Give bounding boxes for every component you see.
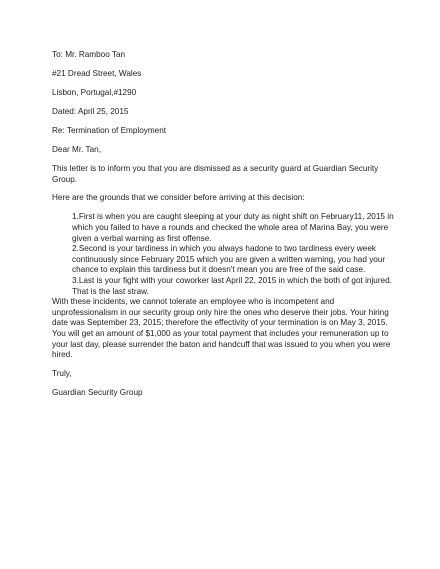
termination-letter xyxy=(52,50,392,399)
grounds-line: which you failed to have a rounds and checked the whole area of Marina Bay, you were xyxy=(72,223,389,233)
conclusion-line: hired. xyxy=(52,350,73,360)
grounds-line: 3.Last is your fight with your coworker last April 22, 2015 in which the both of got injured. xyxy=(72,276,392,286)
subject-line: Re: Termination of Employment xyxy=(52,125,167,135)
conclusion-line: With these incidents, we cannot tolerate an employee who is incompetent and xyxy=(52,297,335,307)
closing: Truly, xyxy=(52,369,72,379)
recipient-name: To: Mr. Ramboo Tan xyxy=(52,50,126,59)
address-line-2: Lisbon, Portugal,#1290 xyxy=(52,87,137,97)
conclusion-paragraph xyxy=(52,297,392,361)
grounds-line: chance to explain this tardiness but it doesn't mean you are free of the said case. xyxy=(72,265,366,275)
grounds-list xyxy=(52,212,392,297)
salutation: Dear Mr. Tan, xyxy=(52,144,101,154)
grounds-line: given a verbal warning as first offense. xyxy=(72,233,212,243)
intro-paragraph xyxy=(52,164,392,185)
grounds-line: That is the last straw. xyxy=(72,286,149,296)
signature: Guardian Security Group xyxy=(52,388,143,398)
intro-line: Group. xyxy=(52,174,78,184)
conclusion-line: unprofessionalism in our security group only hire the ones who deserve their jobs. Your hiring xyxy=(52,307,389,317)
grounds-intro: Here are the grounds that we consider before arriving at this decision: xyxy=(52,193,305,203)
grounds-line: 1.First is when you are caught sleeping at your duty as night shift on February11, 2015 in xyxy=(72,212,394,222)
conclusion-line: You will get an amount of $1,000 as your total payment that includes your remuneration up to xyxy=(52,329,389,338)
grounds-line: 2.Second is your tardiness in which you always hadone to two tardiness every week xyxy=(72,244,377,254)
letter-date: Dated: April 25, 2015 xyxy=(52,106,129,116)
grounds-line: continuously since February 2015 which you are given a written warning, you had your xyxy=(72,254,386,264)
intro-line: This letter is to inform you that you are dismissed as a security guard at Guardian Security xyxy=(52,163,379,173)
conclusion-line: your last day, please surrender the baton and handcuff that was issued to you when you were xyxy=(52,339,391,349)
conclusion-line: date was September 23, 2015; therefore the effectivity of your termination is on May 3, 2015. xyxy=(52,318,388,328)
address-line-1: #21 Dread Street, Wales xyxy=(52,68,142,78)
